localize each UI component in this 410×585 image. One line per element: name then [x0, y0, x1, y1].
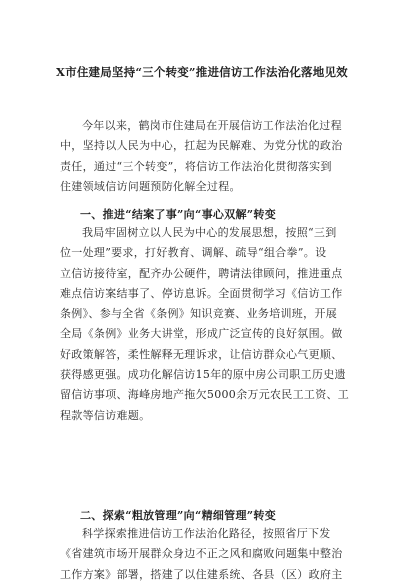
paragraph-line: 中，坚持以人民为中心，扛起为民解难、为党分忧的政治 [60, 139, 343, 153]
paragraph-section-1 [60, 223, 350, 426]
paragraph-line: 位一处理”要求，打好教育、调解、疏导“组合拳”。设 [60, 246, 327, 260]
paragraph-line: 科学探索推进信访工作法治化路径，按照省厅下发 [82, 527, 331, 540]
paragraph-line: 全局《条例》业务大讲堂，形成广泛宣传的良好氛围。做 [60, 327, 343, 341]
paragraph-line: 好政策解答，柔性解释无理诉求，让信访群众心气更顺、 [60, 347, 343, 361]
paragraph-line: 程款等信访难题。 [60, 408, 151, 422]
paragraph-line: 难点信访案结事了、停访息诉。全面贯彻学习《信访工作 [60, 286, 343, 300]
paragraph-line: 获得感更强。成功化解信访15年的原中房公司职工历史遗 [60, 368, 346, 382]
paragraph-line: 条例》、参与全省《条例》知识竞赛、业务培训班，开展 [60, 307, 337, 321]
paragraph-line: 《省建筑市场开展群众身边不正之风和腐败问题集中整治 [60, 547, 343, 561]
paragraph-line: 留信访事项、海峰房地产拖欠5000余万元农民工工资、工 [60, 388, 350, 402]
paragraph-line: 住建领域信访问题预防化解全过程。 [60, 179, 241, 193]
paragraph-line: 责任，通过“三个转变”，将信访工作法治化贯彻落实到 [60, 159, 332, 173]
paragraph-line: 我局牢固树立以人民为中心的发展思想，按照“三到 [82, 226, 337, 239]
paragraph-line: 今年以来，鹤岗市住建局在开展信访工作法治化过程 [82, 119, 342, 132]
document-title: X市住建局坚持“三个转变”推进信访工作法治化落地见效 [56, 65, 348, 79]
section-heading-2: 二、探索“粗放管理”向“精细管理”转变 [80, 509, 277, 522]
paragraph-line: 立信访接待室，配齐办公硬件，聘请法律顾问，推进重点 [60, 266, 343, 280]
paragraph-line: 工作方案》部署，搭建了以住建系统、各县（区）政府主 [60, 567, 343, 581]
paragraph-section-2 [60, 524, 350, 585]
section-heading-1: 一、推进“结案了事”向“事心双解”转变 [80, 208, 277, 221]
paragraph-intro [60, 116, 350, 197]
